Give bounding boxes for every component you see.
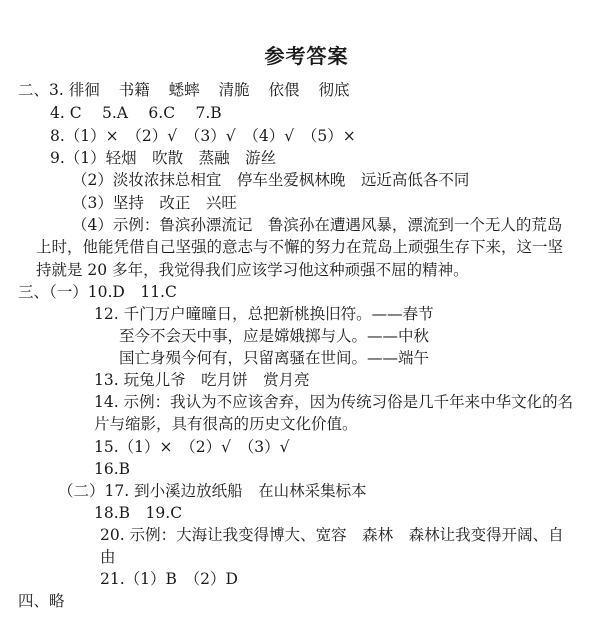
q21-line: 21.（1）B （2）D <box>100 570 238 588</box>
section4-line: 四、略 <box>18 592 65 610</box>
q3-line <box>18 80 350 100</box>
q8-line: 8.（1）× （2）√ （3）√ （4）√ （5）× <box>50 127 356 145</box>
section3-part1-line: 三、（一）10.D 11.C <box>18 283 177 301</box>
q9-4-line: 上时，他能凭借自己坚强的意志与不懈的努力在荒岛上顽强生存下来，这一坚 <box>36 238 564 256</box>
q15-line: 15.（1）× （2）√ （3）√ <box>94 438 290 456</box>
section3-part2-line: （二）17. 到小溪边放纸船 在山林采集标本 <box>58 482 367 500</box>
q9-4-line: （4）示例：鲁滨孙漂流记 鲁滨孙在遭遇风暴，漂流到一个无人的荒岛 <box>72 216 563 234</box>
q3-word: 蟋蟀 <box>168 81 200 99</box>
q3-word: 徘徊 <box>68 81 100 99</box>
q3-word: 彻底 <box>318 81 350 99</box>
q9-2-line: （2）淡妆浓抹总相宜 停车坐爱枫林晚 远近高低各不同 <box>72 171 470 189</box>
q9-4-line: 持就是 20 多年，我觉得我们应该学习他这种顽强不屈的精神。 <box>36 261 469 279</box>
q14-line: 片与缩影，具有很高的历史文化价值。 <box>94 415 358 433</box>
q14-line: 14. 示例：我认为不应该舍弃，因为传统习俗是几千年来中华文化的名 <box>94 393 574 411</box>
q13-line: 13. 玩兔儿爷 吃月饼 赏月亮 <box>94 371 310 389</box>
q20-line: 由 <box>100 548 116 566</box>
q12-line: 12. 千门万户曈曈日，总把新桃换旧符。——春节 <box>94 305 434 323</box>
q3-label: 二、3. <box>18 81 64 99</box>
q3-word: 依偎 <box>268 81 300 99</box>
q3-word: 清脆 <box>218 81 250 99</box>
q16-line: 16.B <box>94 460 131 478</box>
q12-line: 国亡身殒今何有，只留离骚在世间。——端午 <box>119 349 430 367</box>
q9-1-line: 9.（1）轻烟 吹散 蒸融 游丝 <box>50 149 277 167</box>
q4-7-line: 4. C 5.A 6.C 7.B <box>50 104 222 122</box>
page-title: 参考答案 <box>264 44 349 68</box>
q20-line: 20. 示例：大海让我变得博大、宽容 森林 森林让我变得开阔、自 <box>100 526 564 544</box>
q9-3-line: （3）坚持 改正 兴旺 <box>72 194 237 212</box>
q12-line: 至今不会天中事，应是嫦娥掷与人。——中秋 <box>119 327 430 345</box>
q3-word: 书籍 <box>118 81 150 99</box>
q18-19-line: 18.B 19.C <box>94 504 183 522</box>
